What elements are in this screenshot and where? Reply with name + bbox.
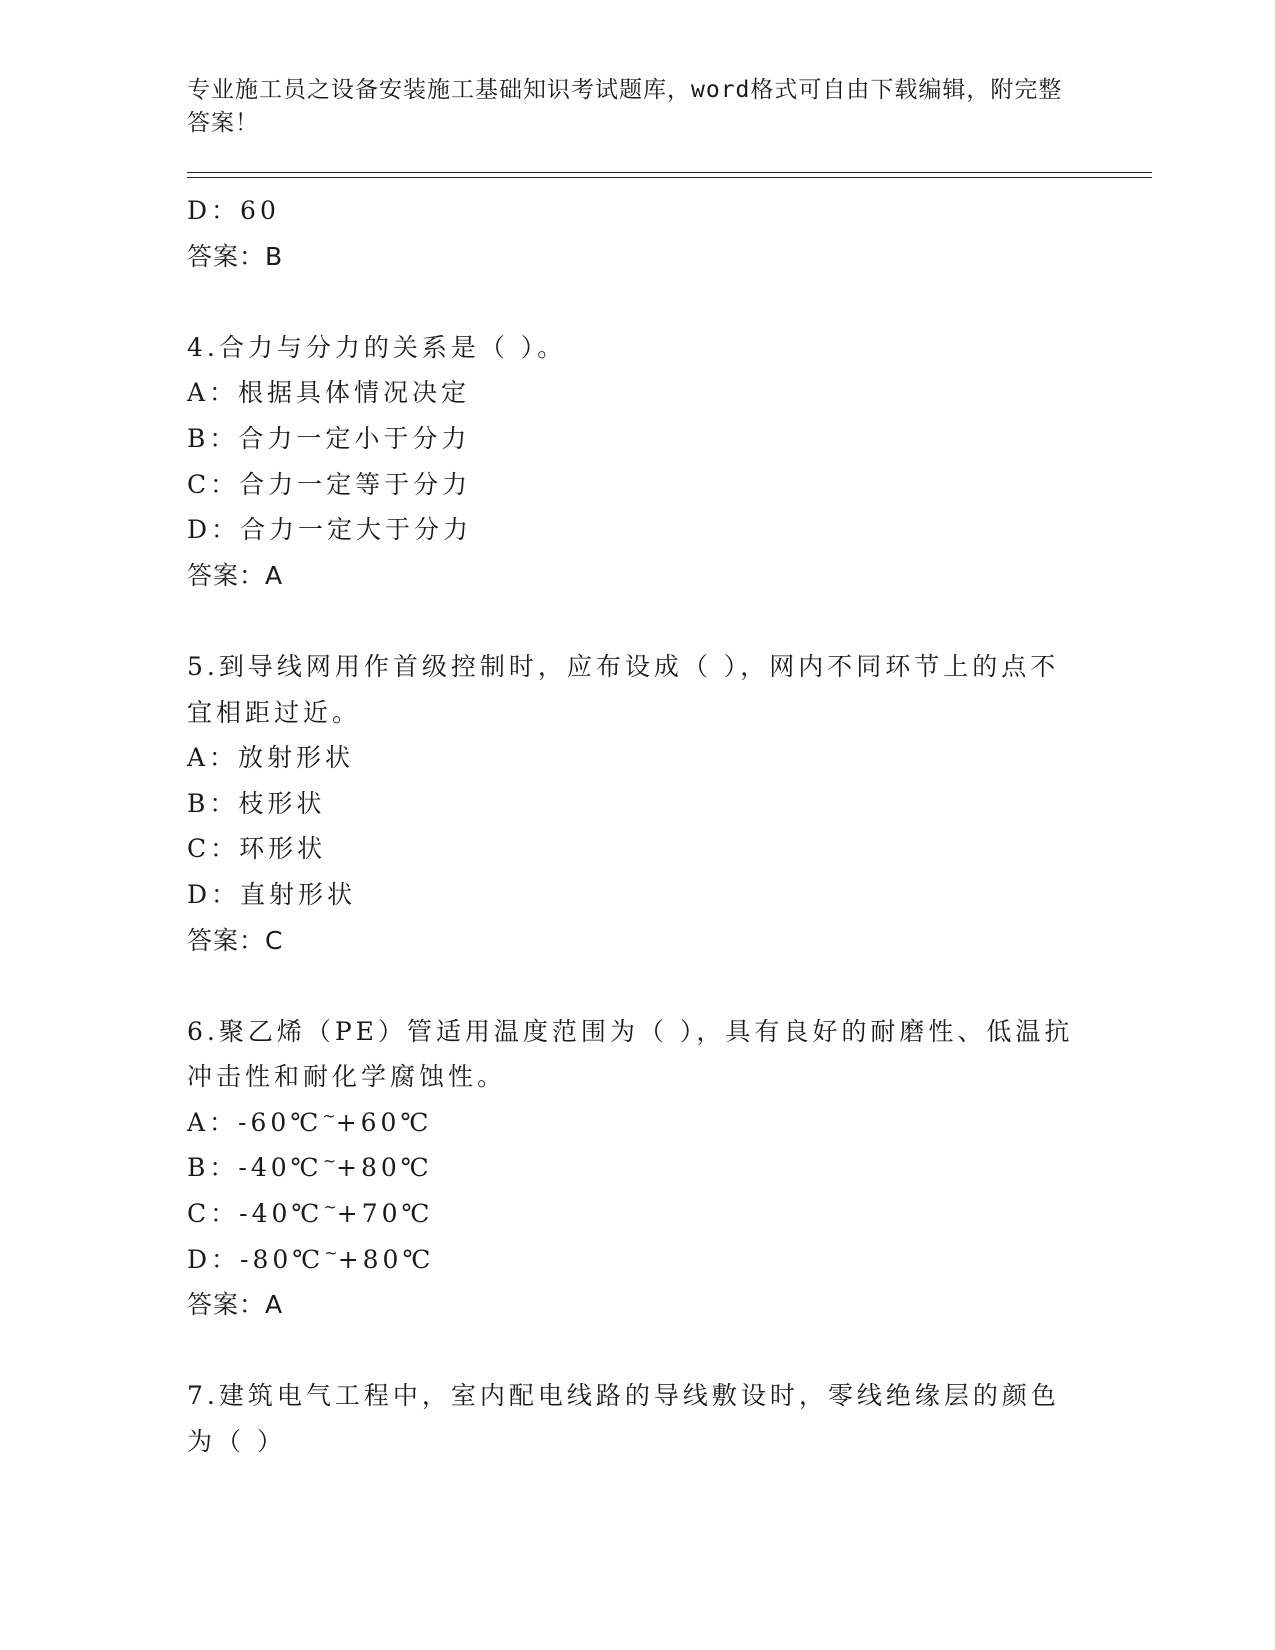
question-6 [187,1009,1077,1328]
question-stem: 5.到导线网用作首级控制时，应布设成（ ），网内不同环节上的点不宜相距过近。 [187,651,1060,727]
option-c-lower: C：-40℃ [187,1199,324,1229]
option-b: B：合力一定小于分力 [187,423,471,453]
option-b-upper: +80℃ [336,1153,433,1183]
option-a: A：放射形状 [187,743,355,773]
option-d-lower: D：-80℃ [187,1244,325,1274]
option-b [187,1145,1077,1191]
question-5 [187,644,1077,963]
answer: 答案：A [187,1290,284,1320]
answer: 答案：C [187,925,284,955]
option-d: D：合力一定大于分力 [187,515,473,545]
question-7 [187,1373,1077,1464]
tilde: ~ [323,1197,337,1217]
question-stem: 4.合力与分力的关系是（ ）。 [187,332,567,362]
option-d: D：60 [187,196,280,225]
document-header: 专业施工员之设备安装施工基础知识考试题库，word格式可自由下载编辑，附完整答案！ [187,77,1063,136]
tilde: ~ [324,1243,338,1263]
option-d-upper: +80℃ [337,1244,435,1274]
header-rule-top [187,172,1152,173]
question-stem: 6.聚乙烯（PE）管适用温度范围为（ ），具有良好的耐磨性、低温抗冲击性和耐化学腐蚀性。 [187,1016,1074,1092]
question-stem: 7.建筑电气工程中，室内配电线路的导线敷设时，零线绝缘层的颜色为（ ） [187,1381,1060,1457]
tilde: ~ [322,1106,336,1126]
option-a-lower: A：-60℃ [187,1107,323,1137]
header-rule-bottom [187,177,1152,178]
option-d [187,1237,1077,1283]
option-c-upper: +70℃ [336,1199,434,1229]
option-a-upper: +60℃ [335,1107,433,1137]
option-c [187,1191,1077,1237]
option-a: A：根据具体情况决定 [187,378,471,408]
option-d: D：直射形状 [187,879,357,909]
answer: 答案：A [187,560,284,590]
option-c: C：合力一定等于分力 [187,469,472,499]
question-list [187,188,1077,1465]
answer: 答案：B [187,241,284,271]
option-c: C：环形状 [187,834,327,864]
option-b: B：枝形状 [187,788,326,818]
question-4 [187,325,1077,599]
tilde: ~ [322,1152,337,1172]
option-a [187,1100,1077,1146]
option-b-lower: B：-40℃ [187,1153,323,1183]
